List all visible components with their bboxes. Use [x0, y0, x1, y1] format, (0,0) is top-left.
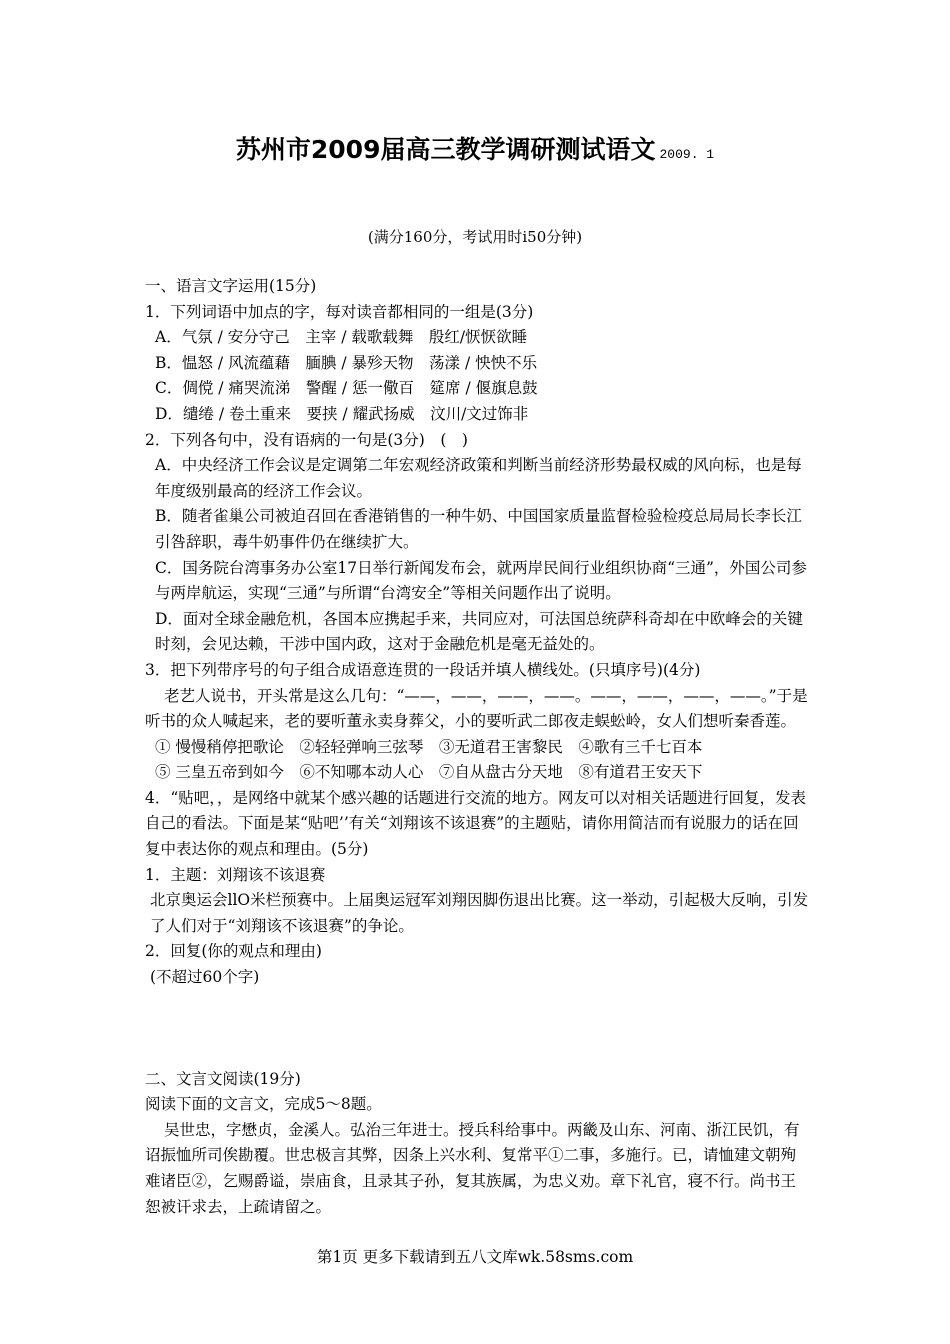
exam-body — [145, 274, 811, 1220]
q4-topic-text: 北京奥运会llO米栏预赛中。上届奥运冠军刘翔因脚伤退出比赛。这一举动，引起极大反响，引发了人们对于“刘翔该不该退赛”的争论。 — [150, 891, 809, 935]
q3-items-row-1: ① 慢慢稍停把歌论 ②轻轻弹响三弦琴 ③无道君王害黎民 ④歌有三千七百本 — [155, 737, 703, 756]
section2-heading: 二、文言文阅读(19分) — [145, 1069, 301, 1088]
q3-items-row-2: ⑤ 三皇五帝到如今 ⑥不知哪本动人心 ⑦自从盘古分天地 ⑧有道君王安天下 — [155, 763, 703, 782]
q2-stem: 2．下列各句中，没有语病的一句是(3分) ( ) — [145, 430, 468, 449]
q1-option-c: C．倜傥 / 痛哭流涕 警醒 / 惩一儆百 筵席 / 偃旗息鼓 — [155, 379, 538, 398]
q4-reply-label: 2．回复(你的观点和理由) — [145, 942, 322, 961]
title-date: 2009. 1 — [659, 147, 715, 162]
classical-passage: 吴世忠，字懋贞，金溪人。弘治三年进士。授兵科给事中。两畿及山东、河南、浙江民饥，有诏振恤所司俟勘覆。世忠极言其弊，因条上兴水利、复常平①二事，多施行。已，请恤建文朝殉难诸臣②，乞赐爵谥，崇庙食，且录其子孙，复其族属，为忠义劝。章下礼官，寝不行。尚书王恕被讦求去，上疏请留之。 — [145, 1120, 800, 1216]
q2-option-d: D．面对全球金融危机，各国本应携起手来，共同应对，可法国总统萨科奇却在中欧峰会的关键时刻，会见达赖，干涉中国内政，这对于金融危机是毫无益处的。 — [155, 609, 803, 654]
q3-stem: 3．把下列带序号的句子组合成语意连贯的一段话并填人横线处。(只填序号)(4分) — [145, 660, 701, 679]
q2-option-b: B．随者雀巢公司被迫召回在香港销售的一种牛奶、中国国家质量监督检验检疫总局局长李长江引咎辞职，毒牛奶事件仍在继续扩大。 — [155, 507, 802, 551]
exam-info: (满分160分，考试用时i50分钟) — [367, 228, 583, 246]
q4-reply-note: (不超过60个字) — [150, 968, 260, 987]
section2-intro: 阅读下面的文言文，完成5～8题。 — [145, 1095, 382, 1114]
q4-stem: 4．“贴吧，，是网络中就某个感兴趣的话题进行交流的地方。网友可以对相关话题进行回复，发表自己的看法。下面是某“贴吧’’有关“刘翔该不该退赛”的主题贴，请你用简洁而有说服力的话在回复中表达你的观点和理由。(5分) — [145, 788, 807, 859]
q1-option-b: B．愠怒 / 风流蕴藉 腼腆 / 暴殄天物 荡漾 / 怏怏不乐 — [155, 353, 538, 372]
q1-stem: 1．下列词语中加点的字，每对读音都相同的一组是(3分) — [145, 302, 534, 321]
title-main: 苏州市2009届高三教学调研测试语文 — [235, 135, 656, 164]
q4-topic-label: 1．主题：刘翔该不该退赛 — [145, 865, 326, 884]
q1-option-d: D．缱绻 / 卷土重来 要挟 / 耀武扬威 汶川/文过饰非 — [155, 404, 529, 423]
answer-space — [145, 991, 811, 1067]
page-footer: 第1页 更多下载请到五八文库wk.58sms.com — [316, 1248, 634, 1266]
page-title — [0, 132, 950, 173]
q1-option-a: A．气氛 / 安分守己 主宰 / 载歌载舞 殷红/恹恹欲睡 — [155, 328, 528, 347]
q3-passage: 老艺人说书，开头常是这么几句：“——，——，——，——。——，——，——，——。”于是听书的众人喊起来，老的要听董永卖身葬父，小的要听武二郎夜走蜈蚣岭，女人们想听秦香莲。 — [145, 686, 808, 731]
section1-heading: 一、语言文字运用(15分) — [145, 277, 317, 295]
q2-option-a: A．中央经济工作会议是定调第二年宏观经济政策和判断当前经济形势最权威的风向标，也是每年度级别最高的经济工作会议。 — [155, 456, 802, 500]
q2-option-c: C．国务院台湾事务办公室17日举行新闻发布会，就两岸民间行业组织协商“三通”，外国公司参与两岸航运，实现“三通”与所谓“台湾安全”等相关问题作出了说明。 — [155, 558, 807, 603]
